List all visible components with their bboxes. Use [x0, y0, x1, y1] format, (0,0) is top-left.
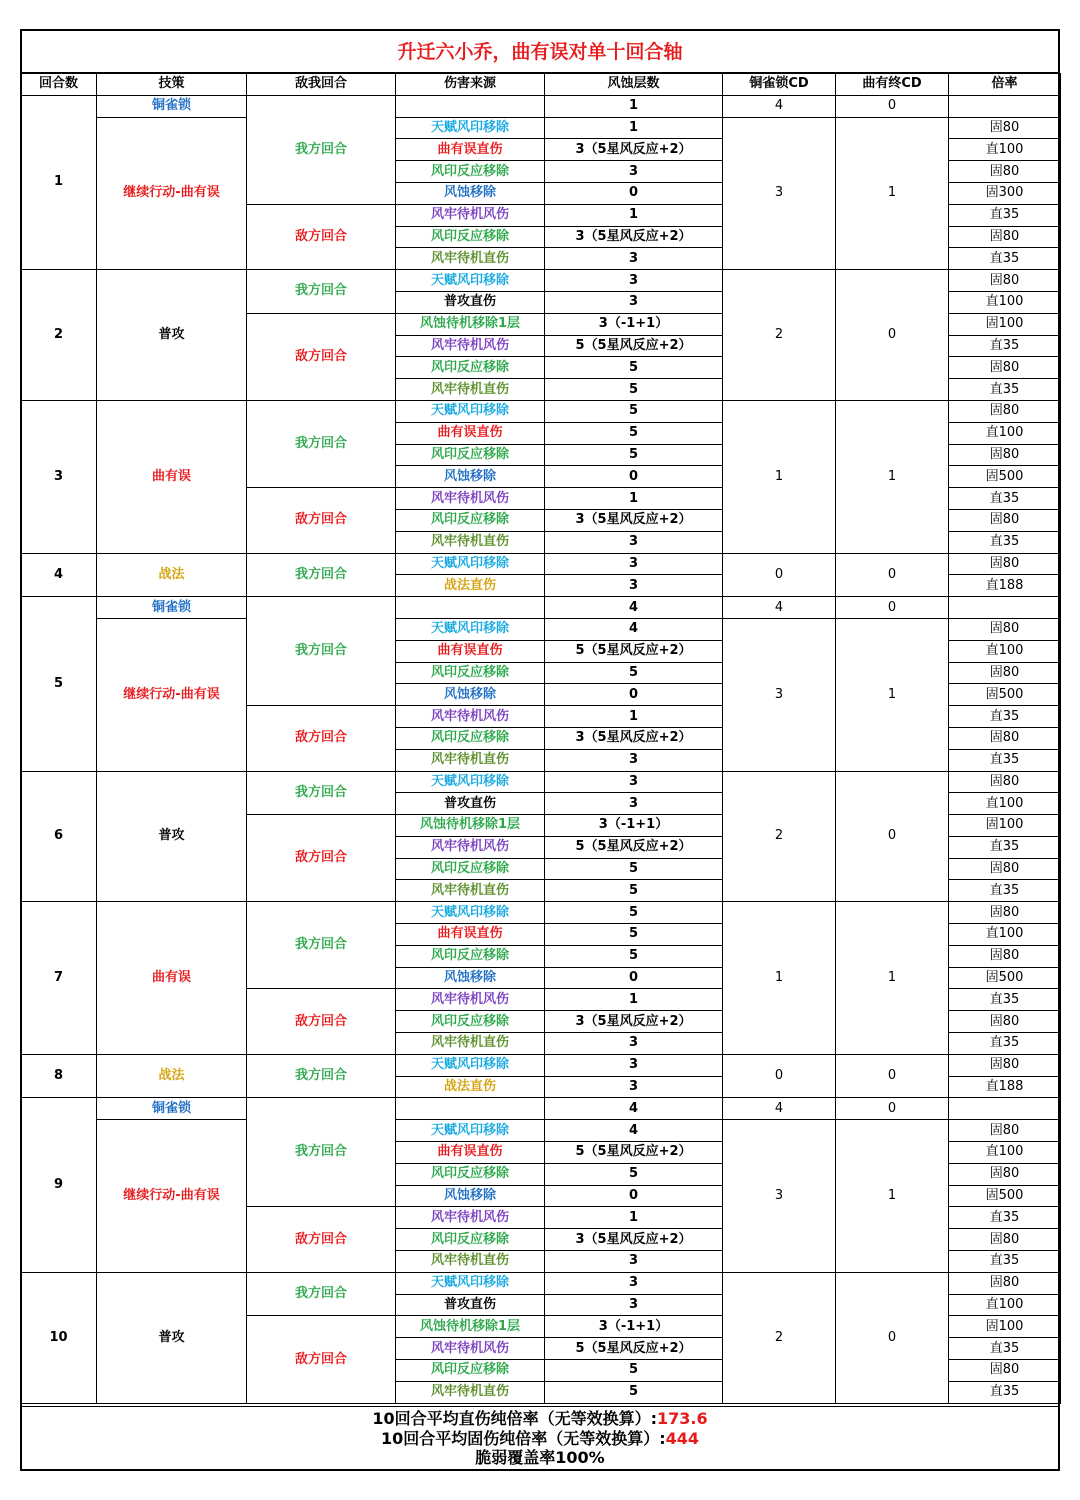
wind-layers-cell: 3 — [545, 291, 723, 313]
header-cd-quyou: 曲有终CD — [836, 74, 949, 96]
wind-layers-cell: 3 — [545, 161, 723, 183]
wind-layers-cell: 4 — [545, 618, 723, 640]
rate-cell: 固80 — [949, 1163, 1061, 1185]
rate-cell: 直35 — [949, 488, 1061, 510]
wind-layers-cell: 3 — [545, 1054, 723, 1076]
wind-layers-cell: 5 — [545, 945, 723, 967]
rate-cell: 直100 — [949, 1294, 1061, 1316]
damage-source-cell: 普攻直伤 — [396, 291, 545, 313]
damage-source-cell: 天赋风印移除 — [396, 771, 545, 793]
rate-cell: 直35 — [949, 1207, 1061, 1229]
table-row — [21, 95, 1061, 117]
wind-layers-cell: 3 — [545, 1294, 723, 1316]
rate-cell: 固300 — [949, 182, 1061, 204]
wind-layers-cell: 3（5星风反应+2） — [545, 139, 723, 161]
rate-cell: 直35 — [949, 335, 1061, 357]
skill-cell: 继续行动-曲有误 — [97, 618, 247, 771]
rate-cell: 固80 — [949, 1272, 1061, 1294]
damage-source-cell: 战法直伤 — [396, 1076, 545, 1098]
wind-layers-cell: 5 — [545, 880, 723, 902]
damage-source-cell: 风印反应移除 — [396, 662, 545, 684]
header-side: 敌我回合 — [247, 74, 396, 96]
side-cell: 我方回合 — [247, 1098, 396, 1207]
rate-cell: 固500 — [949, 1185, 1061, 1207]
wind-layers-cell: 1 — [545, 488, 723, 510]
side-cell: 敌方回合 — [247, 313, 396, 400]
cd-tongque-cell: 2 — [723, 771, 836, 902]
rate-cell: 直35 — [949, 204, 1061, 226]
wind-layers-cell: 5（5星风反应+2） — [545, 335, 723, 357]
wind-layers-cell: 5（5星风反应+2） — [545, 836, 723, 858]
damage-source-cell: 风牢待机风伤 — [396, 488, 545, 510]
wind-layers-cell: 3 — [545, 1251, 723, 1273]
rate-cell: 固80 — [949, 117, 1061, 139]
cd-quyou-cell: 0 — [836, 771, 949, 902]
wind-layers-cell: 1 — [545, 1207, 723, 1229]
cd-tongque-cell: 0 — [723, 553, 836, 597]
cd-quyou-cell: 0 — [836, 270, 949, 401]
damage-source-cell: 风牢待机直伤 — [396, 1033, 545, 1055]
damage-source-cell: 天赋风印移除 — [396, 270, 545, 292]
skill-cell: 战法 — [97, 553, 247, 597]
rate-cell: 固500 — [949, 684, 1061, 706]
table-row — [21, 1120, 1061, 1142]
wind-layers-cell: 3 — [545, 1033, 723, 1055]
summary-vuln: 脆弱覆盖率100% — [475, 1448, 605, 1467]
rotation-table — [20, 73, 1061, 1404]
rate-cell — [949, 1098, 1061, 1120]
wind-layers-cell: 5 — [545, 1360, 723, 1382]
rate-cell: 固80 — [949, 553, 1061, 575]
header-source: 伤害来源 — [396, 74, 545, 96]
wind-layers-cell: 3 — [545, 771, 723, 793]
damage-source-cell — [396, 1098, 545, 1120]
damage-source-cell: 风印反应移除 — [396, 357, 545, 379]
wind-layers-cell: 5 — [545, 444, 723, 466]
wind-layers-cell: 5 — [545, 400, 723, 422]
rate-cell: 固80 — [949, 1229, 1061, 1251]
damage-source-cell: 风印反应移除 — [396, 1229, 545, 1251]
table-row — [21, 1054, 1061, 1076]
rate-cell: 固100 — [949, 313, 1061, 335]
wind-layers-cell: 4 — [545, 1098, 723, 1120]
skill-cell: 普攻 — [97, 1272, 247, 1403]
wind-layers-cell: 3 — [545, 749, 723, 771]
table-header-row — [21, 74, 1061, 96]
cd-tongque-cell: 3 — [723, 1120, 836, 1273]
rate-cell: 直35 — [949, 379, 1061, 401]
side-cell: 敌方回合 — [247, 488, 396, 553]
wind-layers-cell: 5 — [545, 924, 723, 946]
side-cell: 敌方回合 — [247, 1207, 396, 1272]
rate-cell: 固80 — [949, 357, 1061, 379]
side-cell: 敌方回合 — [247, 989, 396, 1054]
wind-layers-cell: 3 — [545, 531, 723, 553]
rate-cell: 固80 — [949, 662, 1061, 684]
wind-layers-cell: 3（5星风反应+2） — [545, 509, 723, 531]
rate-cell: 直35 — [949, 1338, 1061, 1360]
damage-source-cell: 天赋风印移除 — [396, 1272, 545, 1294]
cd-tongque-cell: 4 — [723, 1098, 836, 1120]
damage-source-cell: 风牢待机直伤 — [396, 1251, 545, 1273]
skill-cell: 铜雀锁 — [97, 597, 247, 619]
summary-fixed — [22, 1429, 1058, 1449]
damage-source-cell: 风蚀移除 — [396, 466, 545, 488]
round-number-cell: 4 — [21, 553, 97, 597]
skill-cell: 普攻 — [97, 771, 247, 902]
damage-source-cell: 风印反应移除 — [396, 727, 545, 749]
side-cell: 我方回合 — [247, 1272, 396, 1316]
round-number-cell: 7 — [21, 902, 97, 1055]
summary-direct-label: 10回合平均直伤纯倍率（无等效换算）: — [372, 1409, 658, 1428]
rate-cell: 固80 — [949, 400, 1061, 422]
rate-cell: 直100 — [949, 422, 1061, 444]
wind-layers-cell: 0 — [545, 182, 723, 204]
wind-layers-cell: 1 — [545, 204, 723, 226]
rate-cell: 固80 — [949, 161, 1061, 183]
page-title: 升迁六小乔，曲有误对单十回合轴 — [20, 29, 1060, 73]
wind-layers-cell: 4 — [545, 597, 723, 619]
rate-cell: 固80 — [949, 270, 1061, 292]
damage-source-cell: 普攻直伤 — [396, 793, 545, 815]
damage-source-cell: 曲有误直伤 — [396, 1142, 545, 1164]
rate-cell: 固80 — [949, 945, 1061, 967]
damage-source-cell: 风牢待机风伤 — [396, 989, 545, 1011]
skill-cell: 继续行动-曲有误 — [97, 117, 247, 270]
damage-source-cell: 风牢待机直伤 — [396, 379, 545, 401]
damage-source-cell: 天赋风印移除 — [396, 618, 545, 640]
damage-source-cell: 风蚀移除 — [396, 967, 545, 989]
wind-layers-cell: 3（5星风反应+2） — [545, 727, 723, 749]
header-skill: 技策 — [97, 74, 247, 96]
skill-cell: 曲有误 — [97, 400, 247, 553]
damage-source-cell: 天赋风印移除 — [396, 902, 545, 924]
wind-layers-cell: 0 — [545, 466, 723, 488]
rate-cell — [949, 597, 1061, 619]
damage-source-cell: 风牢待机直伤 — [396, 880, 545, 902]
damage-source-cell: 风印反应移除 — [396, 945, 545, 967]
damage-source-cell: 风牢待机风伤 — [396, 706, 545, 728]
wind-layers-cell: 5（5星风反应+2） — [545, 1338, 723, 1360]
damage-source-cell: 曲有误直伤 — [396, 640, 545, 662]
cd-tongque-cell: 1 — [723, 902, 836, 1055]
rate-cell: 直35 — [949, 1381, 1061, 1403]
skill-cell: 战法 — [97, 1054, 247, 1098]
rate-cell: 固80 — [949, 771, 1061, 793]
rate-cell: 直35 — [949, 248, 1061, 270]
side-cell: 我方回合 — [247, 902, 396, 989]
wind-layers-cell: 0 — [545, 967, 723, 989]
damage-source-cell — [396, 95, 545, 117]
cd-quyou-cell: 0 — [836, 95, 949, 117]
rate-cell: 固80 — [949, 1054, 1061, 1076]
wind-layers-cell: 5 — [545, 1381, 723, 1403]
round-number-cell: 5 — [21, 597, 97, 771]
damage-source-cell: 风印反应移除 — [396, 1360, 545, 1382]
table-row — [21, 618, 1061, 640]
side-cell: 敌方回合 — [247, 706, 396, 771]
damage-source-cell: 风牢待机直伤 — [396, 248, 545, 270]
damage-source-cell: 风牢待机风伤 — [396, 836, 545, 858]
damage-source-cell: 风印反应移除 — [396, 1163, 545, 1185]
side-cell: 我方回合 — [247, 597, 396, 706]
side-cell: 我方回合 — [247, 95, 396, 204]
wind-layers-cell: 3（-1+1） — [545, 815, 723, 837]
side-cell: 敌方回合 — [247, 204, 396, 269]
wind-layers-cell: 3 — [545, 270, 723, 292]
side-cell: 我方回合 — [247, 771, 396, 815]
side-cell: 敌方回合 — [247, 815, 396, 902]
damage-source-cell: 风印反应移除 — [396, 161, 545, 183]
round-number-cell: 3 — [21, 400, 97, 553]
cd-quyou-cell: 0 — [836, 597, 949, 619]
wind-layers-cell: 3（5星风反应+2） — [545, 1011, 723, 1033]
table-row — [21, 1272, 1061, 1294]
side-cell: 我方回合 — [247, 553, 396, 597]
damage-source-cell: 风印反应移除 — [396, 858, 545, 880]
round-number-cell: 9 — [21, 1098, 97, 1272]
damage-source-cell: 天赋风印移除 — [396, 553, 545, 575]
side-cell: 我方回合 — [247, 400, 396, 487]
skill-cell: 普攻 — [97, 270, 247, 401]
wind-layers-cell: 5 — [545, 1163, 723, 1185]
damage-source-cell: 风蚀待机移除1层 — [396, 815, 545, 837]
wind-layers-cell: 3（5星风反应+2） — [545, 1229, 723, 1251]
table-row — [21, 117, 1061, 139]
damage-source-cell: 风牢待机风伤 — [396, 335, 545, 357]
table-row — [21, 771, 1061, 793]
damage-source-cell: 曲有误直伤 — [396, 924, 545, 946]
cd-tongque-cell: 2 — [723, 270, 836, 401]
table-row — [21, 553, 1061, 575]
cd-tongque-cell: 2 — [723, 1272, 836, 1403]
wind-layers-cell: 1 — [545, 989, 723, 1011]
side-cell: 我方回合 — [247, 1054, 396, 1098]
table-row — [21, 270, 1061, 292]
rate-cell: 直35 — [949, 1033, 1061, 1055]
damage-source-cell: 风蚀待机移除1层 — [396, 1316, 545, 1338]
rate-cell: 固500 — [949, 466, 1061, 488]
wind-layers-cell: 5（5星风反应+2） — [545, 1142, 723, 1164]
damage-source-cell: 风蚀移除 — [396, 684, 545, 706]
damage-source-cell: 风印反应移除 — [396, 509, 545, 531]
damage-source-cell — [396, 597, 545, 619]
rate-cell: 直100 — [949, 924, 1061, 946]
rate-cell: 固500 — [949, 967, 1061, 989]
rate-cell: 直100 — [949, 291, 1061, 313]
rate-cell: 直35 — [949, 989, 1061, 1011]
summary-direct-value: 173.6 — [657, 1409, 708, 1428]
cd-quyou-cell: 0 — [836, 1054, 949, 1098]
wind-layers-cell: 0 — [545, 1185, 723, 1207]
header-rate: 倍率 — [949, 74, 1061, 96]
wind-layers-cell: 0 — [545, 684, 723, 706]
rate-cell: 固80 — [949, 444, 1061, 466]
wind-layers-cell: 3 — [545, 248, 723, 270]
damage-source-cell: 风印反应移除 — [396, 444, 545, 466]
damage-source-cell: 风蚀移除 — [396, 182, 545, 204]
table-row — [21, 1098, 1061, 1120]
damage-source-cell: 天赋风印移除 — [396, 1120, 545, 1142]
rate-cell: 固80 — [949, 1120, 1061, 1142]
damage-source-cell: 风印反应移除 — [396, 226, 545, 248]
skill-cell: 铜雀锁 — [97, 95, 247, 117]
round-number-cell: 6 — [21, 771, 97, 902]
wind-layers-cell: 3 — [545, 793, 723, 815]
damage-source-cell: 风牢待机直伤 — [396, 1381, 545, 1403]
cd-quyou-cell: 1 — [836, 902, 949, 1055]
summary-fixed-label: 10回合平均固伤纯倍率（无等效换算）: — [380, 1428, 666, 1448]
cd-quyou-cell: 1 — [836, 117, 949, 270]
skill-cell: 铜雀锁 — [97, 1098, 247, 1120]
cd-quyou-cell: 1 — [836, 1120, 949, 1273]
damage-source-cell: 风印反应移除 — [396, 1011, 545, 1033]
rate-cell: 固100 — [949, 815, 1061, 837]
damage-source-cell: 天赋风印移除 — [396, 117, 545, 139]
rate-cell: 固80 — [949, 226, 1061, 248]
round-number-cell: 10 — [21, 1272, 97, 1403]
side-cell: 敌方回合 — [247, 1316, 396, 1403]
header-cd-tongque: 铜雀锁CD — [723, 74, 836, 96]
wind-layers-cell: 4 — [545, 1120, 723, 1142]
table-row — [21, 400, 1061, 422]
damage-source-cell: 天赋风印移除 — [396, 1054, 545, 1076]
header-layers: 风蚀层数 — [545, 74, 723, 96]
round-number-cell: 8 — [21, 1054, 97, 1098]
table-body — [21, 95, 1061, 1403]
cd-tongque-cell: 0 — [723, 1054, 836, 1098]
table-row — [21, 597, 1061, 619]
cd-tongque-cell: 4 — [723, 597, 836, 619]
wind-layers-cell: 1 — [545, 706, 723, 728]
cd-quyou-cell: 1 — [836, 400, 949, 553]
damage-source-cell: 风牢待机风伤 — [396, 1207, 545, 1229]
cd-quyou-cell: 0 — [836, 553, 949, 597]
header-round: 回合数 — [21, 74, 97, 96]
rate-cell: 固80 — [949, 727, 1061, 749]
rate-cell: 直35 — [949, 836, 1061, 858]
rate-cell: 固80 — [949, 1011, 1061, 1033]
damage-source-cell: 曲有误直伤 — [396, 422, 545, 444]
damage-source-cell: 天赋风印移除 — [396, 400, 545, 422]
rate-cell: 固80 — [949, 509, 1061, 531]
rate-cell: 固80 — [949, 1360, 1061, 1382]
rate-cell: 直100 — [949, 139, 1061, 161]
damage-source-cell: 普攻直伤 — [396, 1294, 545, 1316]
round-number-cell: 2 — [21, 270, 97, 401]
wind-layers-cell: 5 — [545, 902, 723, 924]
cd-quyou-cell: 0 — [836, 1098, 949, 1120]
damage-source-cell: 风牢待机直伤 — [396, 531, 545, 553]
rate-cell: 直35 — [949, 749, 1061, 771]
wind-layers-cell: 5 — [545, 422, 723, 444]
rate-cell: 直35 — [949, 880, 1061, 902]
rate-cell: 直35 — [949, 706, 1061, 728]
rate-cell: 直35 — [949, 531, 1061, 553]
rate-cell: 直188 — [949, 575, 1061, 597]
damage-source-cell: 曲有误直伤 — [396, 139, 545, 161]
cd-tongque-cell: 3 — [723, 618, 836, 771]
wind-layers-cell: 3 — [545, 1272, 723, 1294]
side-cell: 我方回合 — [247, 270, 396, 314]
rate-cell: 固100 — [949, 1316, 1061, 1338]
wind-layers-cell: 5 — [545, 858, 723, 880]
table-row — [21, 902, 1061, 924]
rate-cell: 直100 — [949, 640, 1061, 662]
rate-cell: 固80 — [949, 858, 1061, 880]
cd-quyou-cell: 1 — [836, 618, 949, 771]
round-number-cell: 1 — [21, 95, 97, 269]
summary-fixed-value: 444 — [665, 1428, 700, 1448]
wind-layers-cell: 5（5星风反应+2） — [545, 640, 723, 662]
cd-tongque-cell: 3 — [723, 117, 836, 270]
wind-layers-cell: 1 — [545, 117, 723, 139]
cd-tongque-cell: 4 — [723, 95, 836, 117]
rate-cell: 直188 — [949, 1076, 1061, 1098]
rate-cell: 直100 — [949, 793, 1061, 815]
rate-cell: 直35 — [949, 1251, 1061, 1273]
wind-layers-cell: 5 — [545, 379, 723, 401]
wind-layers-cell: 3 — [545, 575, 723, 597]
damage-source-cell: 风牢待机风伤 — [396, 204, 545, 226]
damage-source-cell: 风蚀待机移除1层 — [396, 313, 545, 335]
rate-cell — [949, 95, 1061, 117]
cd-quyou-cell: 0 — [836, 1272, 949, 1403]
wind-layers-cell: 5 — [545, 662, 723, 684]
rate-cell: 直100 — [949, 1142, 1061, 1164]
wind-layers-cell: 3 — [545, 553, 723, 575]
wind-layers-cell: 3（-1+1） — [545, 1316, 723, 1338]
damage-source-cell: 战法直伤 — [396, 575, 545, 597]
damage-source-cell: 风牢待机直伤 — [396, 749, 545, 771]
wind-layers-cell: 3（5星风反应+2） — [545, 226, 723, 248]
skill-cell: 继续行动-曲有误 — [97, 1120, 247, 1273]
summary-direct — [22, 1409, 1058, 1429]
wind-layers-cell: 3（-1+1） — [545, 313, 723, 335]
wind-layers-cell: 1 — [545, 95, 723, 117]
cd-tongque-cell: 1 — [723, 400, 836, 553]
damage-source-cell: 风蚀移除 — [396, 1185, 545, 1207]
skill-cell: 曲有误 — [97, 902, 247, 1055]
rate-cell: 固80 — [949, 618, 1061, 640]
wind-layers-cell: 3 — [545, 1076, 723, 1098]
summary-footer — [20, 1406, 1060, 1471]
damage-source-cell: 风牢待机风伤 — [396, 1338, 545, 1360]
wind-layers-cell: 5 — [545, 357, 723, 379]
rate-cell: 固80 — [949, 902, 1061, 924]
